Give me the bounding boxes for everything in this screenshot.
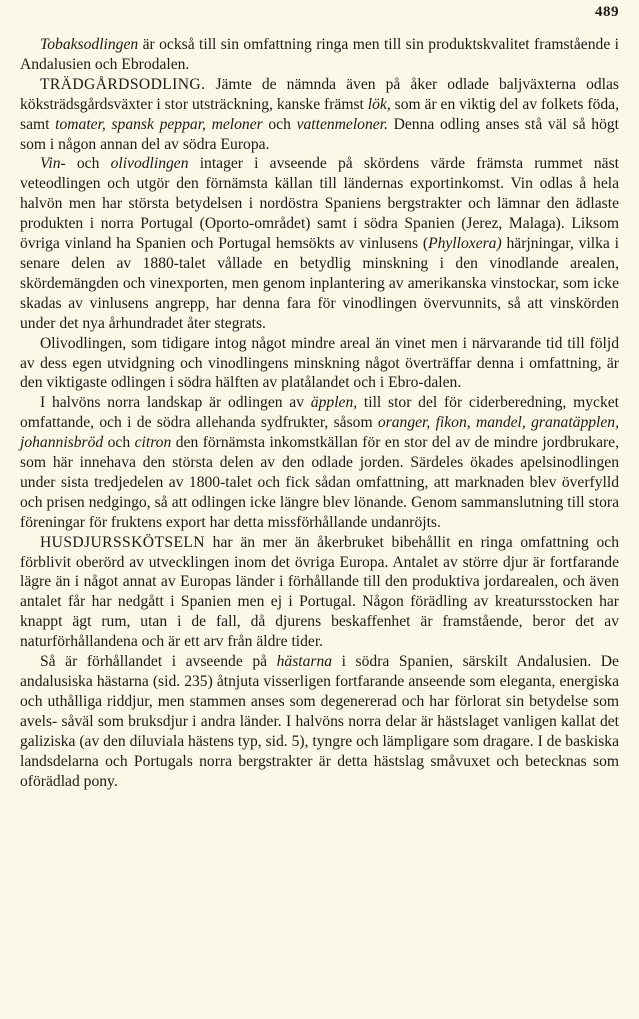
paragraph-tradgardsodling bbox=[20, 75, 619, 155]
text-run: är också till sin omfattning ringa men till sin produktskvalitet framstående i Andalusien och Ebrodalen. bbox=[20, 36, 619, 73]
text-run: och bbox=[65, 155, 111, 173]
italic-term: hästarna bbox=[276, 653, 333, 671]
section-heading: HUSDJURSSKÖTSELN bbox=[40, 533, 205, 551]
italic-term: Tobaksodlingen bbox=[40, 36, 139, 53]
text-run: I halvöns norra landskap är odlingen av bbox=[40, 394, 311, 412]
text-run: till stor del för ciderberedning, mycket omfattande, och i de södra allehanda sydfrukter, såsom bbox=[20, 394, 619, 432]
text-run: i södra Spanien, särskilt Andalusien. De andalusiska hästarna (sid. 235) åtnjuta visserligen fortfarande anseende som eleganta, energiska och uthålliga riddjur, men stammen anses som degenererad och har förlorat sin betydelse som avels- såväl som bruksdjur i andra länder. I halvöns norra delar är hästslaget vanligen kallat det galiziska (av den diluviala hästens typ, sid. 5), tyngre och lämpligare som dragare. I de baskiska landsdelarna och Portugals norra bergstrakter är detta hästslag småvuxet och betecknas som oförädlad pony. bbox=[20, 653, 619, 790]
paragraph-olivodling bbox=[20, 334, 619, 394]
page-number: 489 bbox=[595, 4, 619, 20]
text-run: den förnämsta inkomstkällan för en stor del av de mindre jordbrukare, som här innehava den största delen av den odlade jorden. Särdeles ökades apelsinodlingen under sista tredjedelen av 1800-talet och fick sådan omfattning, att marknaden blev överfylld och prisen nedgingo, så att odlingen icke längre blev lönande. Genom sammanslutning till stora föreningar för fruktens export har detta missförhållande undanröjts. bbox=[20, 434, 619, 531]
italic-term: tomater, spansk peppar, meloner bbox=[55, 115, 263, 133]
paragraph-husdjursskotsel bbox=[20, 533, 619, 652]
text-run: härjningar, vilka i senare delen av 1880-talet vållade en betydlig minskning i den vinodlande arealen, skördemängden och vinexporten, men genom inplantering av amerikanska vinstockar, som icke skadas av vinlusens angrepp, har denna fara för vinodlingen övervunnits, så att vinskörden under det nya århundradet åter stegrats. bbox=[20, 235, 620, 332]
text-run: Så är förhållandet i avseende på bbox=[40, 653, 277, 671]
text-run: Denna odling anses stå väl så högt som i någon annan del av södra Europa. bbox=[20, 115, 620, 153]
paragraph-hastar bbox=[20, 652, 619, 791]
italic-term: äpplen, bbox=[310, 394, 358, 412]
text-run: Jämte de nämnda även på åker odlade baljväxterna odlas köksträdsgårdsväxter i stor utsträckning, kanske främst bbox=[20, 75, 619, 113]
text-run: intager i avseende på skördens värde främsta rummet näst veteodlingen och utgör den förnämsta källan till ländernas exportinkomst. Vin odlas å hela halvön men har största betydelsen i nordöstra Spaniens bergstrakter och lämnar den ädlaste produkten i norra Portugal (Oporto-området) samt i södra Spanien (Jerez, Malaga). Liksom övriga vinland ha Spanien och Portugal hemsökts av vinlusens ( bbox=[20, 155, 619, 253]
italic-term: Phylloxera) bbox=[428, 235, 502, 253]
text-run: Olivodlingen, som tidigare intog något mindre areal än vinet men i närvarande tid till följd av dess egen utvidgning och vinodlingens minskning något överträffar denna i omfattning, är den viktigaste odlingen i södra hälften av platålandet och i Ebro-dalen. bbox=[20, 334, 619, 392]
italic-term: oranger, fikon, mandel, granatäpplen, johannisbröd bbox=[20, 414, 620, 452]
body-text bbox=[20, 35, 619, 791]
paragraph-fruktodling bbox=[20, 393, 619, 532]
italic-term: lök, bbox=[367, 95, 391, 113]
italic-term: olivodlingen bbox=[110, 155, 189, 173]
text-run: och bbox=[262, 115, 297, 133]
text-run: som är en viktig del av folkets föda, samt bbox=[20, 95, 619, 133]
italic-term: vattenmeloner. bbox=[296, 115, 388, 133]
italic-term: citron bbox=[134, 434, 172, 452]
section-heading: TRÄDGÅRDSODLING. bbox=[40, 75, 206, 93]
paragraph-vin-olivodling bbox=[20, 154, 619, 333]
italic-term: Vin- bbox=[40, 155, 66, 173]
text-run: och bbox=[103, 434, 135, 452]
text-run: har än mer än åkerbruket bibehållit en ringa omfattning och förblivit oberörd av utvecklingen inom det övriga Europa. Antalet av större djur är fortfarande lägre än i något annat av Europas länder i förhållande till den produktiva jordarealen, och även antalet får har nedgått i Spanien men ej i Portugal. Någon förädling av kreatursstocken har knappt ägt rum, utan i de fall, då djurens beskaffenhet är framstående, beror det av naturförhållandena och är ett arv från äldre tider. bbox=[20, 533, 619, 651]
paragraph-tobaksodling bbox=[20, 35, 619, 75]
